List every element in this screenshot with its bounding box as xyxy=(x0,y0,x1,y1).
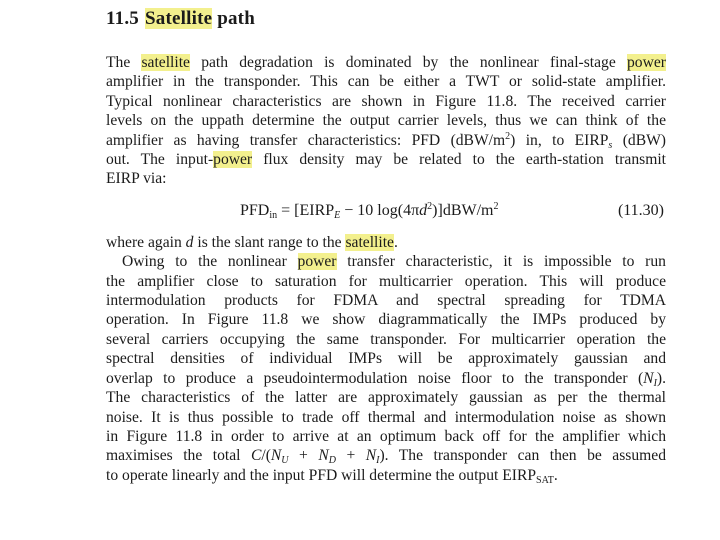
paragraph xyxy=(106,233,666,252)
section-heading xyxy=(106,8,255,30)
text-line: Owing to the nonlinear power transfer characteristic, it is impossible to run xyxy=(122,253,666,271)
section-title: path xyxy=(212,8,255,29)
text-line: the amplifier close to saturation for multicarrier operation. This will produce xyxy=(106,272,666,290)
section-number: 11.5 xyxy=(106,8,140,29)
search-highlight: power xyxy=(213,151,253,169)
search-highlight: power xyxy=(297,253,337,271)
paragraph xyxy=(106,53,666,189)
text-line: out. The input-power flux density may be related to the earth-station transmit xyxy=(106,151,666,169)
text-line: EIRP via: xyxy=(106,170,167,188)
text-line: maximises the total $C/(N_U + N_D + N_I)$. The transponder can then be assumed xyxy=(106,447,667,467)
text-line: Typical nonlinear characteristics are shown in Figure 11.8. The received carrier xyxy=(106,92,666,110)
text-line: overlap to produce a pseudointermodulation noise floor to the transponder $(N_I)$. xyxy=(106,369,666,389)
text-line: in Figure 11.8 in order to arrive at an optimum back off for the amplifier which xyxy=(106,427,666,445)
text-line: operation. In Figure 11.8 we show diagrammatically the IMPs produced by xyxy=(106,311,666,329)
text-line: amplifier in the transponder. This can be either a TWT or solid-state amplifier. xyxy=(106,73,666,91)
body-text xyxy=(106,53,666,485)
search-highlight: satellite xyxy=(345,233,394,251)
text-line: where again d is the slant range to the satellite. xyxy=(106,233,398,251)
text-line: The satellite path degradation is dominated by the nonlinear final-stage power xyxy=(106,54,666,71)
equation-formula: $PFD_{in}$ = [$EIRP_E - 10$ $\log(4\pi d^2)]dBW/m^2$ xyxy=(240,200,499,221)
equation xyxy=(106,193,666,233)
text-line: levels on the uppath determine the output carrier levels, thus we can think of the xyxy=(106,112,666,130)
text-line: spectral densities of individual IMPs will be approximately gaussian and xyxy=(106,350,666,368)
text-line: amplifier as having transfer characteristics: PFD $(dBW/m^2)$ in, to $EIRP_s$ (dBW) xyxy=(106,130,667,151)
search-highlight: satellite xyxy=(141,54,190,71)
text-line: several carriers occupying the same transponder. For multicarrier operation the xyxy=(106,330,666,348)
text-line: noise. It is thus possible to trade off thermal and intermodulation noise as shown xyxy=(106,408,666,426)
search-highlight: Satellite xyxy=(145,8,213,29)
text-line: to operate linearly and the input PFD will determine the output $EIRP_{SAT}$. xyxy=(106,466,558,486)
text-line: intermodulation products for FDMA and spectral spreading for TDMA xyxy=(106,292,666,310)
paragraph xyxy=(106,252,666,485)
text-line: The characteristics of the latter are approximately gaussian as per the thermal xyxy=(106,389,666,407)
equation-number: (11.30) xyxy=(617,201,664,219)
search-highlight: power xyxy=(627,54,666,71)
